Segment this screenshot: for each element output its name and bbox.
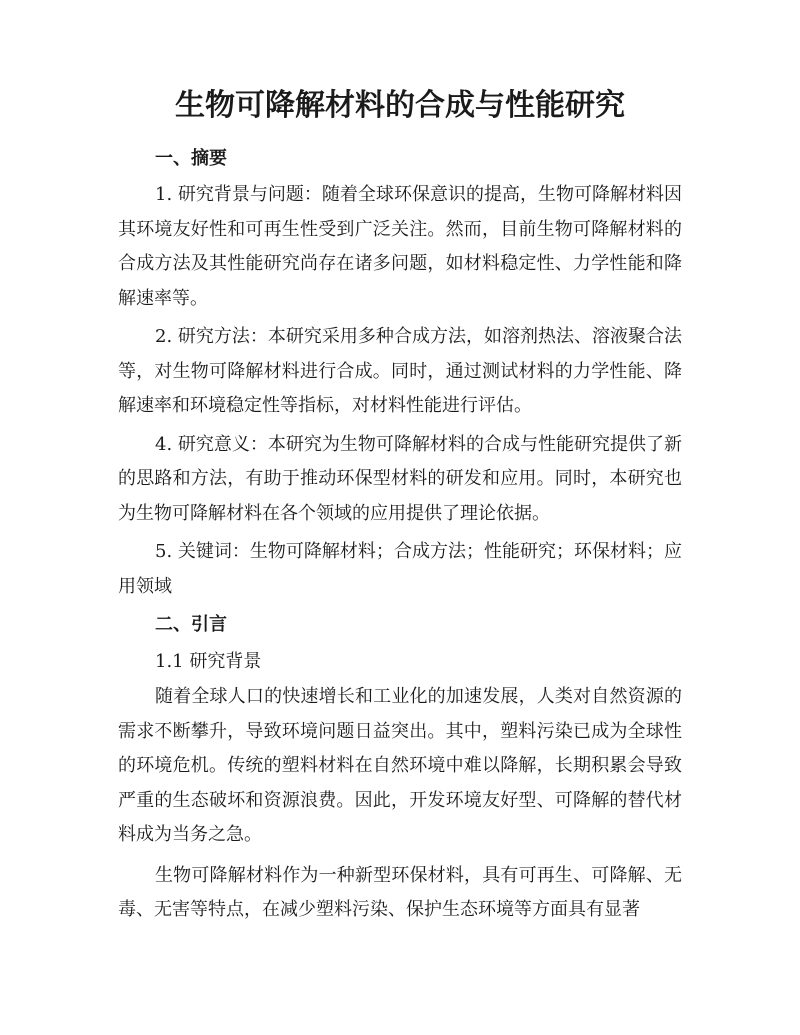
section-abstract bbox=[118, 144, 682, 604]
introduction-paragraph-2: 生物可降解材料作为一种新型环保材料，具有可再生、可降解、无毒、无害等特点，在减少塑料污染、保护生态环境等方面具有显著 bbox=[118, 864, 682, 920]
subsection-heading-background: 1.1 研究背景 bbox=[155, 651, 262, 672]
section-heading-abstract: 一、摘要 bbox=[155, 148, 227, 169]
abstract-paragraph-significance: 4. 研究意义：本研究为生物可降解材料的合成与性能研究提供了新的思路和方法，有助于推动环保型材料的研发和应用。同时，本研究也为生物可降解材料在各个领域的应用提供了理论依据。 bbox=[118, 433, 682, 524]
document-page bbox=[118, 86, 682, 928]
section-heading-introduction: 二、引言 bbox=[155, 614, 227, 635]
document-title: 生物可降解材料的合成与性能研究 bbox=[175, 88, 625, 123]
introduction-paragraph-1: 随着全球人口的快速增长和工业化的加速发展，人类对自然资源的需求不断攀升，导致环境问题日益突出。其中，塑料污染已成为全球性的环境危机。传统的塑料材料在自然环境中难以降解，长期积累会导致严重的生态破坏和资源浪费。因此，开发环境友好型、可降解的替代材料成为当务之急。 bbox=[118, 686, 682, 845]
section-introduction bbox=[118, 610, 682, 928]
abstract-paragraph-background: 1. 研究背景与问题：随着全球环保意识的提高，生物可降解材料因其环境友好性和可再生性受到广泛关注。然而，目前生物可降解材料的合成方法及其性能研究尚存在诸多问题，如材料稳定性、力学性能和降解速率等。 bbox=[118, 184, 682, 309]
abstract-paragraph-keywords: 5. 关键词：生物可降解材料；合成方法；性能研究；环保材料；应用领域 bbox=[118, 541, 682, 597]
abstract-paragraph-method: 2. 研究方法：本研究采用多种合成方法，如溶剂热法、溶液聚合法等，对生物可降解材料进行合成。同时，通过测试材料的力学性能、降解速率和环境稳定性等指标，对材料性能进行评估。 bbox=[118, 326, 682, 416]
